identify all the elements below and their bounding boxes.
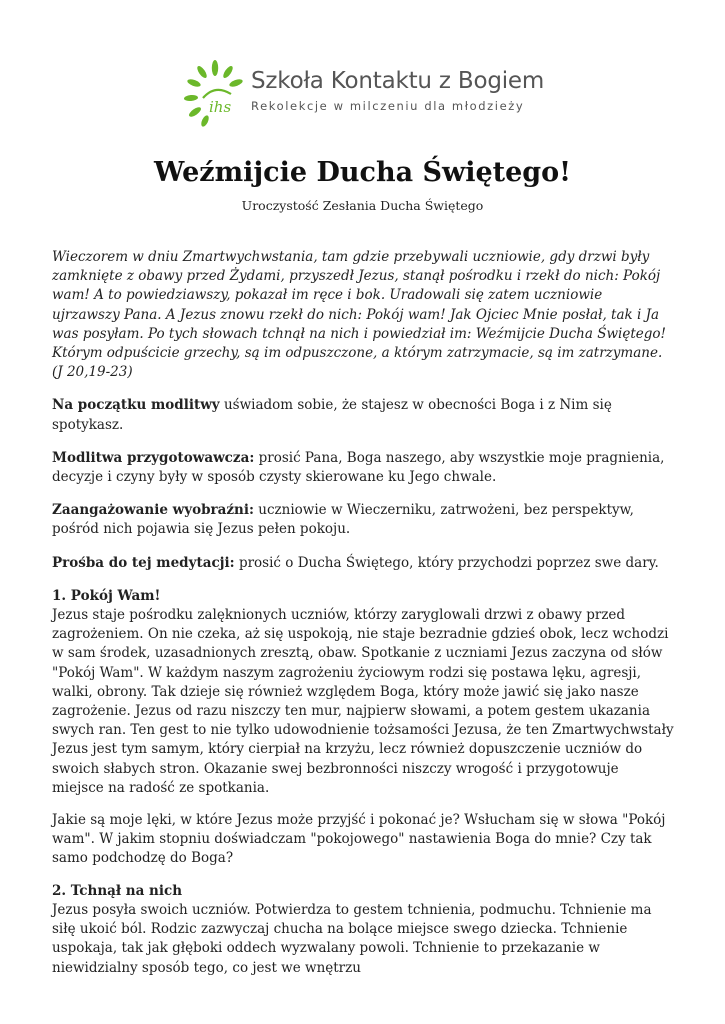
lead-paragraph xyxy=(52,449,674,487)
scripture-quote: Wieczorem w dniu Zmartwychwstania, tam gdzie przebywali uczniowie, gdy drzwi były zamknięte z obawy przed Żydami, przyszedł Jezus, stanął pośrodku i rzekł do nich: Pokój wam! A to powiedziawszy, pokazał im ręce i bok. Uradowali się zatem uczniowie ujrzawszy Pana. A Jezus znowu rzekł do nich: Pokój wam! Jak Ojciec Mnie posłał, tak i Ja was posyłam. Po tych słowach tchnął na nich i powiedział im: Weźmijcie Ducha Świętego! Którym odpuścicie grzechy, są im odpuszczone, a którym zatrzymacie, są im zatrzymane. (J 20,19-23) xyxy=(52,249,666,381)
lead-paragraph xyxy=(52,554,674,573)
lead-label: Zaangażowanie wyobraźni: xyxy=(52,502,254,519)
section-heading: 2. Tchnął na nich xyxy=(52,882,183,899)
logo-subtitle: Rekolekcje w milczeniu dla młodzieży xyxy=(251,99,525,113)
logo-mark-text: ihs xyxy=(209,98,232,116)
logo xyxy=(183,58,543,128)
lead-text: uczniowie w Wieczerniku, zatrwożeni, bez perspektyw, pośród nich pojawia się Jezus pełen pokoju. xyxy=(52,502,634,538)
lead-label: Na początku modlitwy xyxy=(52,397,220,414)
lead-paragraph xyxy=(52,501,674,539)
section-paragraph: Jakie są moje lęki, w które Jezus może przyjść i pokonać je? Wsłucham się w słowa "Pokój wam". W jakim stopniu doświadczam "pokojowego" nastawienia Boga do mnie? Czy tak samo podchodzę do Boga? xyxy=(52,812,666,867)
section-paragraph: Jezus posyła swoich uczniów. Potwierdza to gestem tchnienia, podmuchu. Tchnienie ma siłę ukoić ból. Rodzic zazwyczaj chucha na bolące miejsce swego dziecka. Tchnienie uspokaja, tak jak głęboki oddech wyzwalany powoli. Tchnienie to przekazanie w niewidzialny sposób tego, co jest we wnętrzu xyxy=(52,901,652,976)
lead-text: prosić o Ducha Świętego, który przychodzi poprzez swe dary. xyxy=(234,554,659,571)
sun-logo-icon xyxy=(183,58,247,128)
document-body xyxy=(52,248,674,991)
lead-text: uświadom sobie, że stajesz w obecności Boga i z Nim się spotykasz. xyxy=(52,397,612,433)
lead-label: Modlitwa przygotowawcza: xyxy=(52,449,255,466)
logo-title: Szkoła Kontaktu z Bogiem xyxy=(251,68,545,94)
page-subtitle: Uroczystość Zesłania Ducha Świętego xyxy=(241,198,484,213)
lead-text: prosić Pana, Boga naszego, aby wszystkie moje pragnienia, decyzje i czyny były w sposób czysty skierowane ku Jego chwale. xyxy=(52,449,665,486)
section-paragraph: Jezus staje pośrodku zalęknionych uczniów, którzy zaryglowali drzwi z obawy przed zagrożeniem. On nie czeka, aż się uspokoją, nie staje bezradnie gdzieś obok, lecz wchodzi w sam środek, uzasadnionych zresztą, obaw. Spotkanie z uczniami Jezus zaczyna od słów "Pokój Wam". W każdym naszym zagrożeniu życiowym rodzi się postawa lęku, agresji, walki, obrony. Tak dzieje się również względem Boga, który może jawić się jako nasze zagrożenie. Jezus od razu niszczy ten mur, najpierw słowami, a potem gestem ukazania swych ran. Ten gest to nie tylko udowodnienie tożsamości Jezusa, że ten Zmartwychwstały Jezus jest tym samym, który cierpiał na krzyżu, lecz również dopuszczenie uczniów do swoich słabych stron. Okazanie swej bezbronności niszczy wrogość i przygotowuje miejsce na radość ze spotkania. xyxy=(52,607,674,796)
lead-label: Prośba do tej medytacji: xyxy=(52,554,235,571)
section-heading: 1. Pokój Wam! xyxy=(52,587,161,604)
page-title: Weźmijcie Ducha Świętego! xyxy=(153,157,572,188)
lead-paragraph xyxy=(52,396,674,434)
